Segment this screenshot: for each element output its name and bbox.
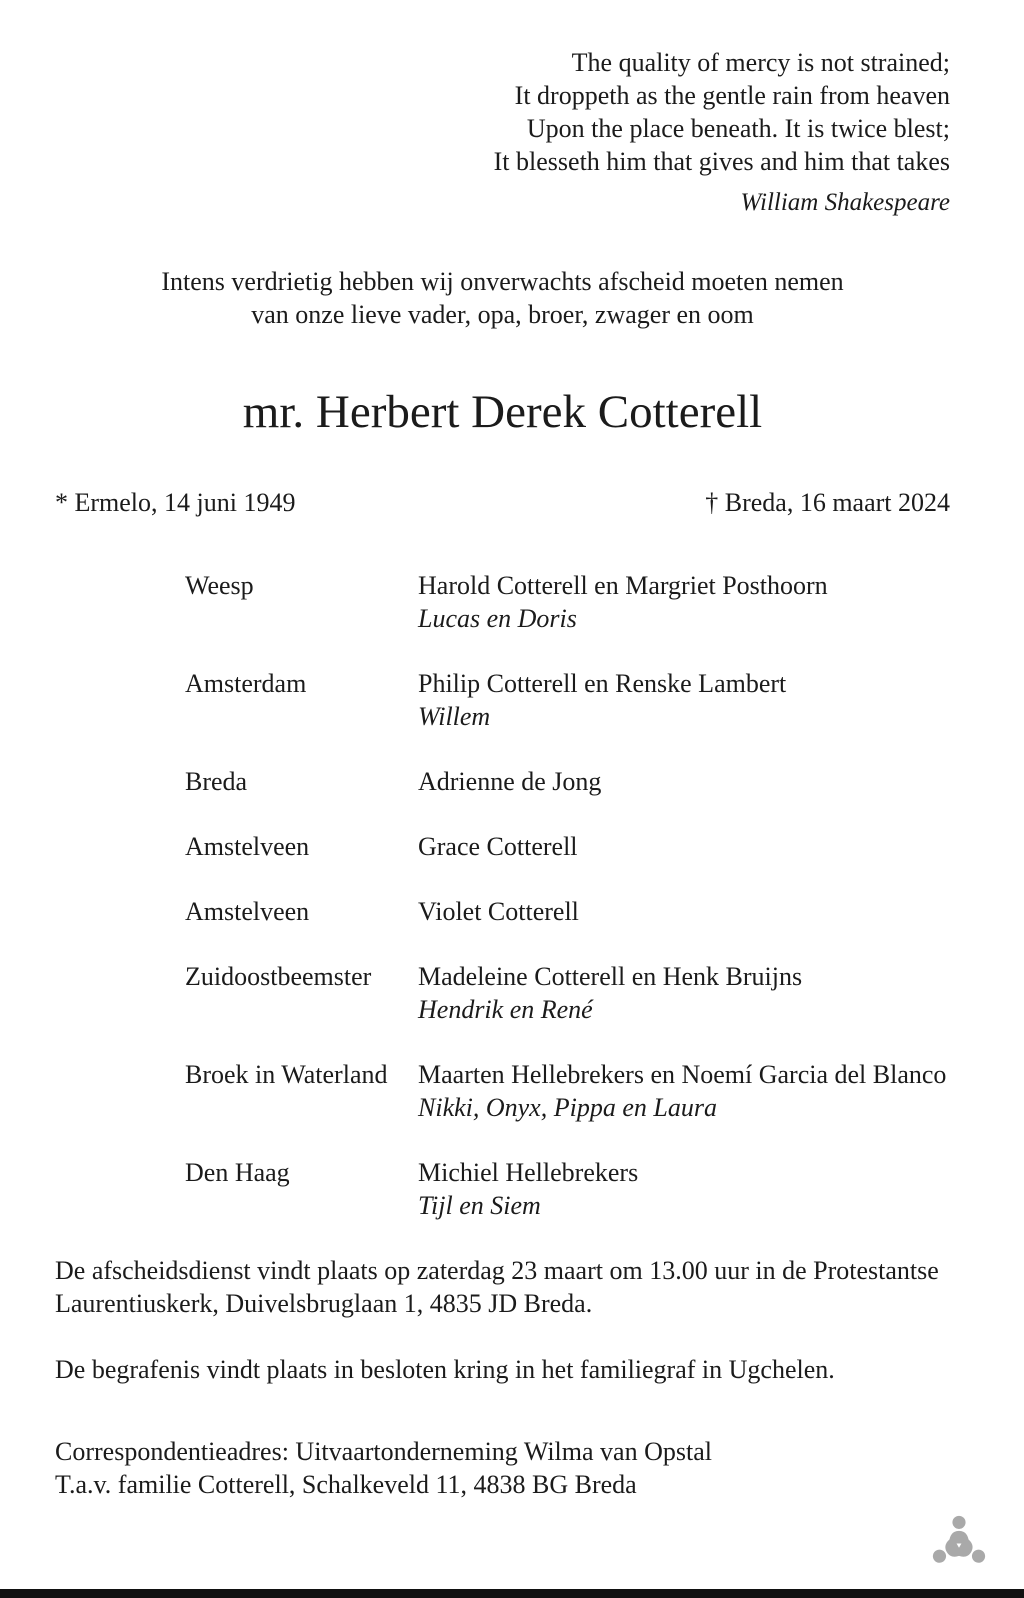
family-row [185, 830, 950, 863]
poem-line: It droppeth as the gentle rain from heaven [514, 81, 950, 110]
announcement-intro [55, 265, 950, 331]
family-row [185, 569, 950, 635]
family-children: Nikki, Onyx, Pippa en Laura [418, 1093, 717, 1122]
family-names-block [418, 667, 950, 733]
memorial-flower-logo-icon [928, 1513, 990, 1575]
announcement-intro-line1: Intens verdrietig hebben wij onverwachts afscheid moeten nemen [161, 267, 844, 296]
birth-death-dates [55, 486, 950, 519]
birth-date: * Ermelo, 14 juni 1949 [55, 488, 296, 517]
family-names: Madeleine Cotterell en Henk Bruijns [418, 962, 803, 991]
family-names: Michiel Hellebrekers [418, 1158, 639, 1187]
family-row [185, 960, 950, 1026]
family-row [185, 895, 950, 928]
poem-line: Upon the place beneath. It is twice blest; [526, 114, 950, 143]
service-information [55, 1254, 950, 1386]
family-names-block [418, 960, 950, 1026]
correspondence-line1: Correspondentieadres: Uitvaartonderneming Wilma van Opstal [55, 1437, 712, 1466]
family-children: Tijl en Siem [418, 1191, 541, 1220]
family-place: Zuidoostbeemster [185, 962, 372, 991]
family-names: Philip Cotterell en Renske Lambert [418, 669, 787, 698]
family-names: Maarten Hellebrekers en Noemí Garcia del Blanco [418, 1060, 947, 1089]
family-names-block [418, 1058, 950, 1124]
bottom-black-bar [0, 1589, 1024, 1598]
death-date: † Breda, 16 maart 2024 [705, 488, 950, 517]
poem [55, 46, 950, 178]
family-children: Hendrik en René [418, 995, 593, 1024]
announcement-intro-line2: van onze lieve vader, opa, broer, zwager en oom [251, 300, 754, 329]
family-names: Violet Cotterell [418, 897, 579, 926]
family-place: Den Haag [185, 1158, 290, 1187]
family-place: Weesp [185, 571, 254, 600]
family-place: Amsterdam [185, 669, 307, 698]
family-place: Amstelveen [185, 832, 310, 861]
family-names: Grace Cotterell [418, 832, 578, 861]
family-place: Breda [185, 767, 248, 796]
family-row [185, 1058, 950, 1124]
family-names-block [418, 895, 950, 928]
family-children: Willem [418, 702, 491, 731]
poem-line: The quality of mercy is not strained; [571, 48, 950, 77]
family-names-block [418, 830, 950, 863]
burial-text: De begrafenis vindt plaats in besloten kring in het familiegraf in Ugchelen. [55, 1355, 835, 1384]
family-names-block [418, 765, 950, 798]
correspondence-address [55, 1435, 950, 1501]
family-row [185, 667, 950, 733]
family-place: Amstelveen [185, 897, 310, 926]
farewell-service-text: De afscheidsdienst vindt plaats op zaterdag 23 maart om 13.00 uur in de Protestantse Laurentiuskerk, Duivelsbruglaan 1, 4835 JD Breda. [55, 1256, 939, 1318]
family-children: Lucas en Doris [418, 604, 577, 633]
family-names-block [418, 1156, 950, 1222]
family-names: Adrienne de Jong [418, 767, 602, 796]
family-names-block [418, 569, 950, 635]
poem-line: It blesseth him that gives and him that takes [493, 147, 950, 176]
poem-attribution: William Shakespeare [740, 189, 950, 216]
family-names: Harold Cotterell en Margriet Posthoorn [418, 571, 828, 600]
correspondence-line2: T.a.v. familie Cotterell, Schalkeveld 11, 4838 BG Breda [55, 1470, 637, 1499]
deceased-name: mr. Herbert Derek Cotterell [242, 386, 763, 438]
family-row [185, 765, 950, 798]
family-list [185, 569, 950, 1222]
family-row [185, 1156, 950, 1222]
family-place: Broek in Waterland [185, 1060, 388, 1089]
